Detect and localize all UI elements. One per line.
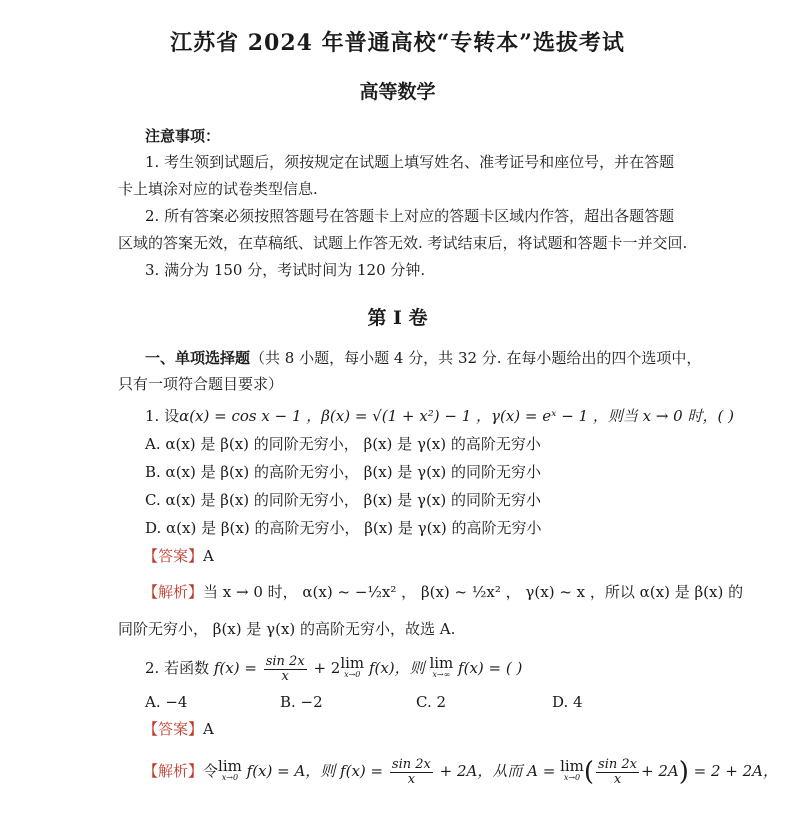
q1-answer-value: A: [203, 547, 214, 565]
q1-stem-prefix: 1. 设: [145, 407, 180, 425]
q2-lim-zero: [340, 654, 365, 680]
q2-analysis-paren-open: (: [583, 757, 595, 787]
q2-option-c: C. 2: [416, 693, 447, 711]
q2-lim-word2: lim: [429, 654, 454, 672]
q2-stem: [145, 651, 522, 685]
q2-analysis-frac1-den: x: [407, 771, 416, 787]
q1-stem: [145, 406, 734, 426]
q2-stem-prefix: 2. 若函数: [145, 659, 210, 677]
q2-analysis-paren-close: ): [678, 757, 689, 787]
q2-lim-word: lim: [340, 654, 365, 672]
notes-item1-line2: 卡上填涂对应的试卷类型信息.: [118, 180, 318, 198]
q2-analysis: [143, 752, 778, 791]
q1-analysis-label: 【解析】: [143, 583, 204, 601]
exam-subtitle: 高等数学: [359, 81, 436, 103]
notes-item2-line2: 区域的答案无效，在草稿纸、试题上作答无效. 考试结束后，将试题和答题卡一并交回.: [118, 234, 688, 252]
q2-fx-tail: f(x)，则: [368, 659, 425, 677]
q1-analysis-line1: [143, 582, 743, 602]
q1-option-a: A. α(x) 是 β(x) 的同阶无穷小， β(x) 是 γ(x) 的高阶无穷小: [145, 435, 541, 453]
q1-answer-label: 【答案】: [143, 547, 204, 565]
q1-analysis-text1: 当 x → 0 时， α(x) ~ −½x² ， β(x) ~ ½x² ， γ(x) ~ x ，所以 α(x) 是 β(x) 的: [203, 583, 744, 601]
part-title: 一、单项选择题: [145, 349, 251, 367]
q1-analysis-line2: 同阶无穷小， β(x) 是 γ(x) 的高阶无穷小，故选 A.: [118, 620, 456, 638]
q2-answer-value: A: [203, 720, 214, 738]
q2-analysis-lim2-word: lim: [560, 757, 584, 775]
q2-analysis-lim2-sub: x→0: [563, 773, 581, 782]
part-desc-line2: 只有一项符合题目要求）: [118, 375, 284, 393]
notes-item1-line1: 1. 考生领到试题后，须按规定在试题上填写姓名、准考证号和座位号，并在答题: [145, 153, 675, 171]
q1-stem-text: α(x) = cos x − 1 ，β(x) = √(1 + x²) − 1 ，γ(x) = eˣ − 1 ，则当 x → 0 时，( ): [179, 407, 734, 425]
q2-option-d: D. 4: [552, 693, 583, 711]
q2-analysis-lim-word: lim: [218, 757, 242, 775]
q2-analysis-frac2: [596, 758, 639, 787]
q2-analysis-label: 【解析】: [143, 762, 204, 780]
q2-analysis-frac2-num: sin 2x: [598, 756, 637, 772]
q2-analysis-frac1: [390, 758, 433, 787]
q2-analysis-frac1-num: sin 2x: [391, 756, 431, 772]
q2-lim-sub0: x→0: [344, 670, 361, 679]
q2-analysis-part2: + 2A，从而 A =: [439, 762, 556, 780]
notes-title: 注意事项：: [145, 127, 221, 145]
part-desc-line1: （共 8 小题，每小题 4 分，共 32 分. 在每小题给出的四个选项中，: [250, 349, 702, 367]
q2-fx-tail2: f(x) = ( ): [458, 659, 523, 677]
q2-frac-den: x: [281, 668, 289, 684]
q2-analysis-part3: + 2A: [640, 762, 679, 780]
q2-analysis-frac2-den: x: [613, 771, 622, 787]
q1-option-b: B. α(x) 是 β(x) 的高阶无穷小， β(x) 是 γ(x) 的同阶无穷小: [145, 463, 542, 481]
q2-analysis-lim: [218, 757, 242, 783]
q1-answer: [143, 546, 214, 566]
q2-option-b: B. −2: [280, 693, 323, 711]
exam-title: 江苏省 2024 年普通高校“专转本”选拔考试: [170, 30, 625, 56]
q2-analysis-part4: = 2 + 2A，: [693, 762, 779, 780]
part-heading: [145, 348, 701, 368]
q2-lim-subinf: x→∞: [432, 670, 451, 679]
q2-frac-num: sin 2x: [265, 653, 305, 669]
q1-option-d: D. α(x) 是 β(x) 的高阶无穷小， β(x) 是 γ(x) 的高阶无穷小: [145, 519, 542, 537]
q2-answer: [143, 719, 214, 739]
q2-analysis-let: 令: [203, 762, 219, 780]
q2-plus-two: + 2: [313, 659, 341, 677]
q2-analysis-part1: f(x) = A，则 f(x) =: [246, 762, 384, 780]
section-title: 第 I 卷: [367, 307, 428, 329]
notes-item3: 3. 满分为 150 分，考试时间为 120 分钟.: [145, 261, 426, 279]
q2-analysis-lim-sub: x→0: [221, 773, 239, 782]
q2-answer-label: 【答案】: [143, 720, 204, 738]
q2-analysis-lim2: [560, 757, 584, 783]
q2-option-a: A. −4: [145, 693, 188, 711]
q2-fx: f(x) =: [213, 659, 257, 677]
notes-item2-line1: 2. 所有答案必须按照答题号在答题卡上对应的答题卡区域内作答，超出各题答题: [145, 207, 675, 225]
q1-option-c: C. α(x) 是 β(x) 的同阶无穷小， β(x) 是 γ(x) 的同阶无穷小: [145, 491, 541, 509]
q2-lim-inf: [429, 654, 454, 680]
q2-fraction: [264, 655, 307, 684]
